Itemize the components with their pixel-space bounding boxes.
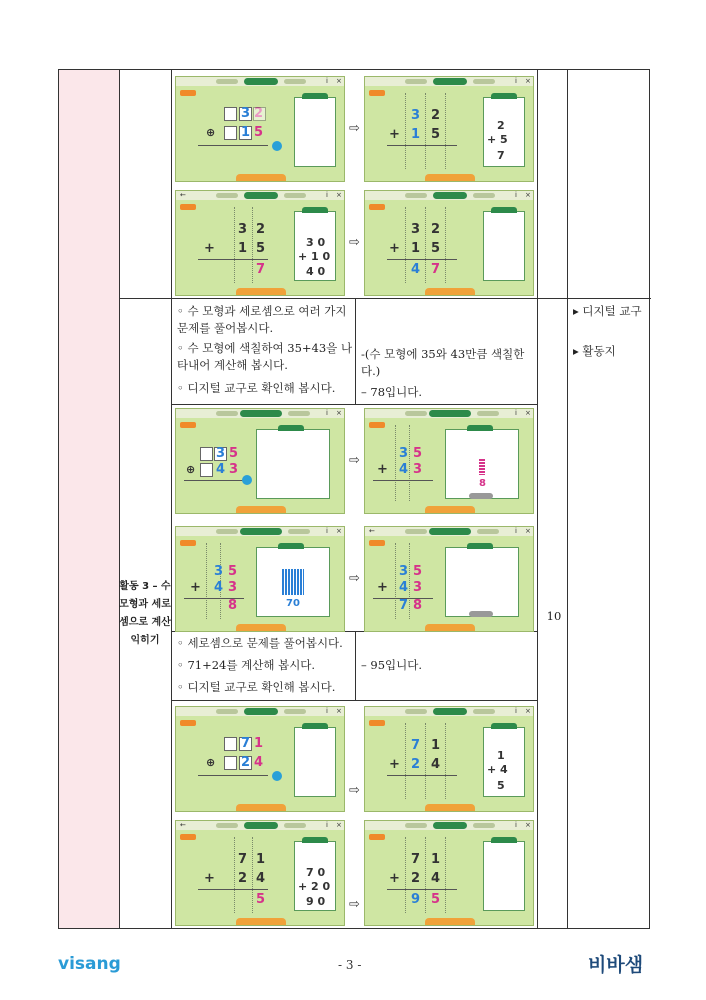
- screen-model-tens: i × 3 5 + 4 3 8 70: [175, 526, 345, 632]
- page-number: - 3 -: [338, 958, 362, 972]
- material-2: ▸ 활동지: [573, 344, 616, 358]
- vivasam-logo: 비바샘: [588, 954, 644, 976]
- screen-71-input: i × 7 1 ⊕ 2 4: [175, 706, 345, 812]
- screen-note-tens: ← i × 3 2 + 1 5 7 3 0 + 1 0 4 0: [175, 190, 345, 296]
- activity-title: 활동 3 – 수 모형과 세로셈으로 계산 익히기: [119, 581, 171, 646]
- answer-3: – 95입니다.: [361, 658, 423, 672]
- visang-logo: visang: [58, 954, 121, 974]
- answer-1: -(수 모형에 35와 43만큼 색칠한다.): [361, 347, 525, 378]
- screen-71-note: i × 7 1 + 2 4 1 + 4 5: [364, 706, 534, 812]
- check-icon[interactable]: [272, 141, 282, 151]
- screen-result-78: ← i × 3 5 + 4 3 7 8: [364, 526, 534, 632]
- instruction-3: ◦ 디지털 교구로 확인해 봅시다.: [177, 381, 336, 395]
- screen-model-input: i × 3 5 ⊕ 4 3: [175, 408, 345, 514]
- screen-model-ones: i × 3 5 + 4 3 8: [364, 408, 534, 514]
- screen-result-95: i × 7 1 + 2 4 9 5: [364, 820, 534, 926]
- info-icon[interactable]: i: [326, 77, 328, 85]
- time-value: 10: [546, 609, 562, 623]
- instruction-4: ◦ 세로셈으로 문제를 풀어봅시다.: [177, 636, 343, 650]
- screen-71-tens: ← i × 7 1 + 2 4 5 7 0 + 2 0 9 0: [175, 820, 345, 926]
- back-arrow-icon[interactable]: ←: [180, 191, 186, 199]
- instruction-1: ◦ 수 모형과 세로셈으로 여러 가지 문제를 풀어봅시다.: [177, 304, 347, 335]
- screen-result-47: i × 3 2 + 1 5 4 7: [364, 190, 534, 296]
- screen-note-check: i × 3 2 + 1 5 2 + 5 7: [364, 76, 534, 182]
- model-value: 70: [286, 598, 300, 609]
- screen-vertical-input: i × 3 ⊕ 1 5: [175, 76, 345, 182]
- arrow-icon: ⇨: [349, 121, 360, 136]
- close-icon[interactable]: ×: [336, 77, 342, 85]
- instruction-2: ◦ 수 모형에 색칠하여 35+43을 나타내어 계산해 봅시다.: [177, 341, 353, 372]
- instruction-5: ◦ 71+24를 계산해 봅시다.: [177, 658, 316, 672]
- instruction-6: ◦ 디지털 교구로 확인해 봅시다.: [177, 680, 336, 694]
- answer-2: – 78입니다.: [361, 385, 423, 399]
- lesson-table: [58, 69, 650, 929]
- section-cell: [59, 70, 119, 928]
- material-1: ▸ 디지털 교구: [573, 304, 642, 318]
